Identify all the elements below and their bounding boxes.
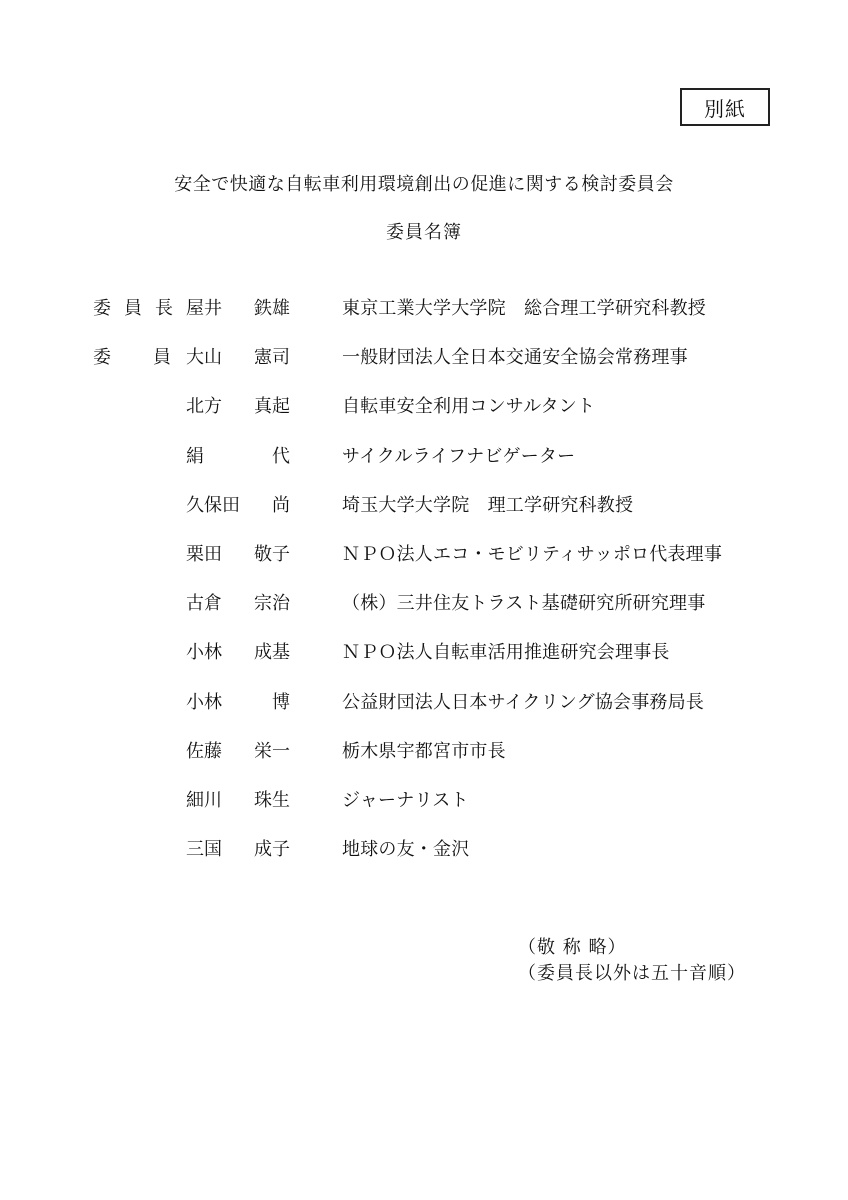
member-name (186, 688, 296, 714)
member-name (186, 737, 296, 763)
member-family-name: 小林 (186, 642, 222, 664)
member-family-name: 佐藤 (186, 740, 222, 762)
member-name (186, 835, 296, 861)
member-family-name: 細川 (186, 789, 222, 811)
member-row (0, 780, 848, 829)
member-name (186, 294, 296, 320)
member-row (0, 632, 848, 681)
member-row (0, 485, 848, 534)
member-affiliation: 公益財団法人日本サイクリング協会事務局長 (342, 691, 705, 713)
member-family-name: 屋井 (186, 298, 222, 319)
member-name (186, 442, 296, 468)
member-affiliation: 埼玉大学大学院 理工学研究科教授 (342, 494, 634, 516)
member-row (0, 534, 848, 583)
attachment-label: 別紙 (680, 88, 770, 126)
member-row (0, 386, 848, 435)
role-char: 員 (124, 298, 142, 319)
member-affiliation: 一般財団法人全日本交通安全協会常務理事 (342, 347, 688, 369)
member-given-name: 成基 (254, 642, 290, 664)
member-affiliation: 自転車安全利用コンサルタント (342, 396, 596, 418)
member-name (186, 786, 296, 812)
ordering-note: （委員長以外は五十音順） (518, 963, 746, 984)
member-family-name: 古倉 (186, 593, 222, 615)
member-given-name: 敬子 (254, 543, 290, 565)
member-affiliation: 地球の友・金沢 (342, 839, 470, 861)
role-char: 委 (93, 298, 111, 319)
member-name (186, 589, 296, 615)
member-given-name: 珠生 (254, 789, 290, 811)
member-family-name: 北方 (186, 396, 222, 418)
member-given-name: 博 (272, 691, 290, 713)
member-row (0, 288, 848, 337)
member-role (93, 343, 171, 369)
member-name (186, 392, 296, 418)
role-char: 長 (155, 298, 173, 319)
member-family-name: 小林 (186, 691, 222, 713)
member-name (186, 343, 296, 369)
member-row (0, 731, 848, 780)
member-given-name: 憲司 (254, 347, 290, 369)
member-family-name: 三国 (186, 839, 222, 861)
member-row (0, 337, 848, 386)
member-given-name: 鉄雄 (254, 298, 290, 319)
member-name (186, 638, 296, 664)
member-given-name: 真起 (254, 396, 290, 418)
role-char: 委 (93, 347, 111, 369)
member-family-name: 栗田 (186, 543, 222, 565)
member-row (0, 436, 848, 485)
member-name (186, 491, 296, 517)
member-family-name: 久保田 (186, 494, 240, 516)
member-row (0, 829, 848, 878)
member-affiliation: ＮＰＯ法人自転車活用推進研究会理事長 (342, 642, 670, 664)
member-affiliation: サイクルライフナビゲーター (342, 445, 576, 467)
member-affiliation: ＮＰＯ法人エコ・モビリティサッポロ代表理事 (342, 543, 723, 565)
member-family-name: 絹 (186, 445, 204, 467)
member-affiliation: ジャーナリスト (342, 789, 469, 811)
member-given-name: 栄一 (254, 740, 290, 762)
member-role (93, 294, 173, 320)
member-given-name: 成子 (254, 839, 290, 861)
role-char: 員 (153, 347, 171, 369)
member-name (186, 540, 296, 566)
document-subtitle: 委員名簿 (386, 222, 462, 243)
member-row (0, 583, 848, 632)
member-affiliation: 栃木県宇都宮市市長 (342, 740, 506, 762)
member-roster (0, 288, 848, 878)
member-affiliation: （株）三井住友トラスト基礎研究所研究理事 (342, 593, 706, 615)
honorifics-note: （敬 称 略） (518, 937, 627, 958)
member-family-name: 大山 (186, 347, 222, 369)
member-row (0, 682, 848, 731)
document-title: 安全で快適な自転車利用環境創出の促進に関する検討委員会 (174, 174, 674, 195)
member-given-name: 尚 (272, 494, 290, 516)
member-given-name: 代 (272, 445, 290, 467)
member-affiliation: 東京工業大学大学院 総合理工学研究科教授 (342, 298, 706, 319)
member-given-name: 宗治 (254, 593, 290, 615)
